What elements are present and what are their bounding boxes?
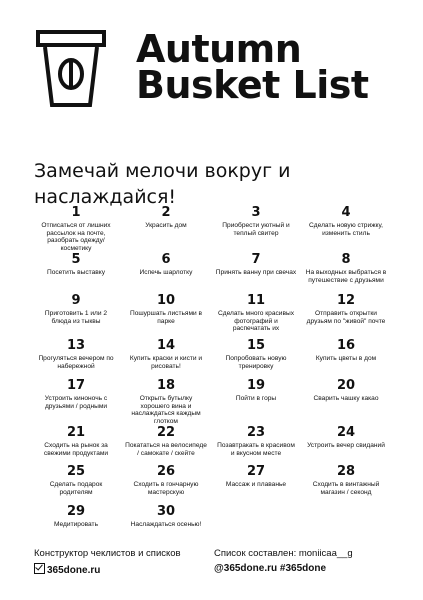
item-text: Сходить в винтажный магазин / секонд — [312, 481, 380, 496]
item-number: 16 — [336, 339, 356, 353]
item-text: Сделать подарок родителям — [49, 481, 103, 496]
list-item — [301, 294, 391, 339]
item-text: Приготовить 1 или 2 блюда из тыквы — [44, 310, 108, 325]
item-text: Сходить на рынок за свежими продуктами — [43, 442, 109, 457]
item-text: Сварить чашку какао — [313, 395, 379, 402]
item-number: 28 — [336, 465, 356, 479]
item-number: 30 — [156, 505, 176, 519]
list-item — [301, 253, 391, 294]
item-number: 12 — [336, 294, 356, 308]
item-text: Наслаждаться осенью! — [130, 521, 202, 528]
item-number: 8 — [341, 253, 351, 267]
list-item — [211, 253, 301, 294]
item-number: 15 — [246, 339, 266, 353]
list-item — [211, 294, 301, 339]
item-text: Купить цветы в дом — [315, 355, 377, 362]
list-item — [211, 465, 301, 505]
item-text: Медитировать — [53, 521, 99, 528]
item-number: 3 — [251, 206, 261, 220]
item-text: Устроить киноночь с друзьями / родными — [44, 395, 108, 410]
item-number: 6 — [161, 253, 171, 267]
item-text: На выходных выбраться в путешествие с друзьями — [305, 269, 387, 284]
item-text: Позавтракать в красивом и вкусном месте — [217, 442, 295, 457]
item-number: 19 — [246, 379, 266, 393]
title-line-2: Busket List — [136, 63, 369, 107]
list-item — [31, 294, 121, 339]
item-text: Массаж и плаванье — [225, 481, 287, 488]
list-item — [211, 339, 301, 379]
list-item — [121, 426, 211, 465]
item-number: 2 — [161, 206, 171, 220]
list-item — [301, 465, 391, 505]
item-number: 17 — [66, 379, 86, 393]
item-number: 10 — [156, 294, 176, 308]
header — [36, 28, 396, 108]
item-text: Устроить вечер свиданий — [307, 442, 385, 449]
footer-hashtags: @365done.ru #365done — [214, 563, 327, 574]
item-number: 22 — [156, 426, 176, 440]
list-item — [301, 339, 391, 379]
page-title — [136, 27, 369, 107]
checklist-grid — [31, 206, 391, 533]
item-text: Пойти в горы — [235, 395, 277, 402]
list-item — [301, 206, 391, 253]
subtitle: Замечай мелочи вокруг и наслаждайся! — [34, 160, 291, 208]
list-item — [211, 206, 301, 253]
item-text: Покататься на велосипеде / самокате / скейте — [125, 442, 207, 457]
list-item — [121, 465, 211, 505]
item-text: Сходить в гончарную мастерскую — [133, 481, 199, 496]
item-text: Прогуляться вечером по набережной — [38, 355, 114, 370]
item-number: 26 — [156, 465, 176, 479]
item-text: Посетить выставку — [46, 269, 106, 276]
list-item — [211, 426, 301, 465]
item-number: 25 — [66, 465, 86, 479]
item-text: Сделать новую стрижку, изменить стиль — [309, 222, 383, 237]
item-text: Попробовать новую тренировку — [225, 355, 287, 370]
item-text: Испечь шарлотку — [139, 269, 193, 276]
list-item — [31, 379, 121, 426]
item-text: Отписаться от лишних рассылок на почте, разобрать одежду/ косметику — [41, 222, 111, 252]
item-text: Принять ванну при свечах — [215, 269, 297, 276]
checkbox-logo-icon — [34, 563, 45, 574]
item-number: 11 — [246, 294, 266, 308]
title-line-1: Autumn — [136, 27, 302, 71]
item-number: 7 — [251, 253, 261, 267]
item-text: Отправить открытки друзьям по "живой" почте — [306, 310, 386, 325]
list-item — [121, 294, 211, 339]
item-number: 13 — [66, 339, 86, 353]
item-number: 21 — [66, 426, 86, 440]
item-text: Открыть бутылку хорошего вина и наслаждаться каждым глотком — [131, 395, 201, 425]
footer-site-text: 365done.ru — [47, 565, 101, 576]
list-item — [121, 206, 211, 253]
item-text: Сделать много красивых фотографий и распечатать их — [217, 310, 295, 333]
item-number: 1 — [71, 206, 81, 220]
footer-site-link[interactable] — [34, 563, 100, 576]
item-number: 9 — [71, 294, 81, 308]
item-number: 18 — [156, 379, 176, 393]
item-number: 23 — [246, 426, 266, 440]
list-item — [121, 379, 211, 426]
footer-author-text: Список составлен: moniicaa__g — [214, 548, 353, 559]
list-item — [31, 505, 121, 533]
list-item — [31, 206, 121, 253]
list-item — [31, 465, 121, 505]
item-number: 29 — [66, 505, 86, 519]
list-item — [121, 505, 211, 533]
list-item — [31, 253, 121, 294]
footer-constructor-text: Конструктор чеклистов и списков — [34, 548, 181, 559]
list-item — [301, 426, 391, 465]
list-item — [121, 253, 211, 294]
list-item — [211, 379, 301, 426]
list-item — [31, 339, 121, 379]
item-number: 5 — [71, 253, 81, 267]
item-number: 14 — [156, 339, 176, 353]
coffee-cup-icon — [36, 28, 106, 108]
list-item — [121, 339, 211, 379]
item-number: 20 — [336, 379, 356, 393]
item-text: Купить краски и кисти и рисовать! — [129, 355, 203, 370]
item-text: Пошуршать листьями в парке — [129, 310, 203, 325]
item-number: 24 — [336, 426, 356, 440]
list-item — [31, 426, 121, 465]
item-text: Украсить дом — [145, 222, 187, 229]
item-number: 27 — [246, 465, 266, 479]
item-number: 4 — [341, 206, 351, 220]
item-text: Приобрести уютный и теплый свитер — [222, 222, 290, 237]
list-item — [301, 379, 391, 426]
